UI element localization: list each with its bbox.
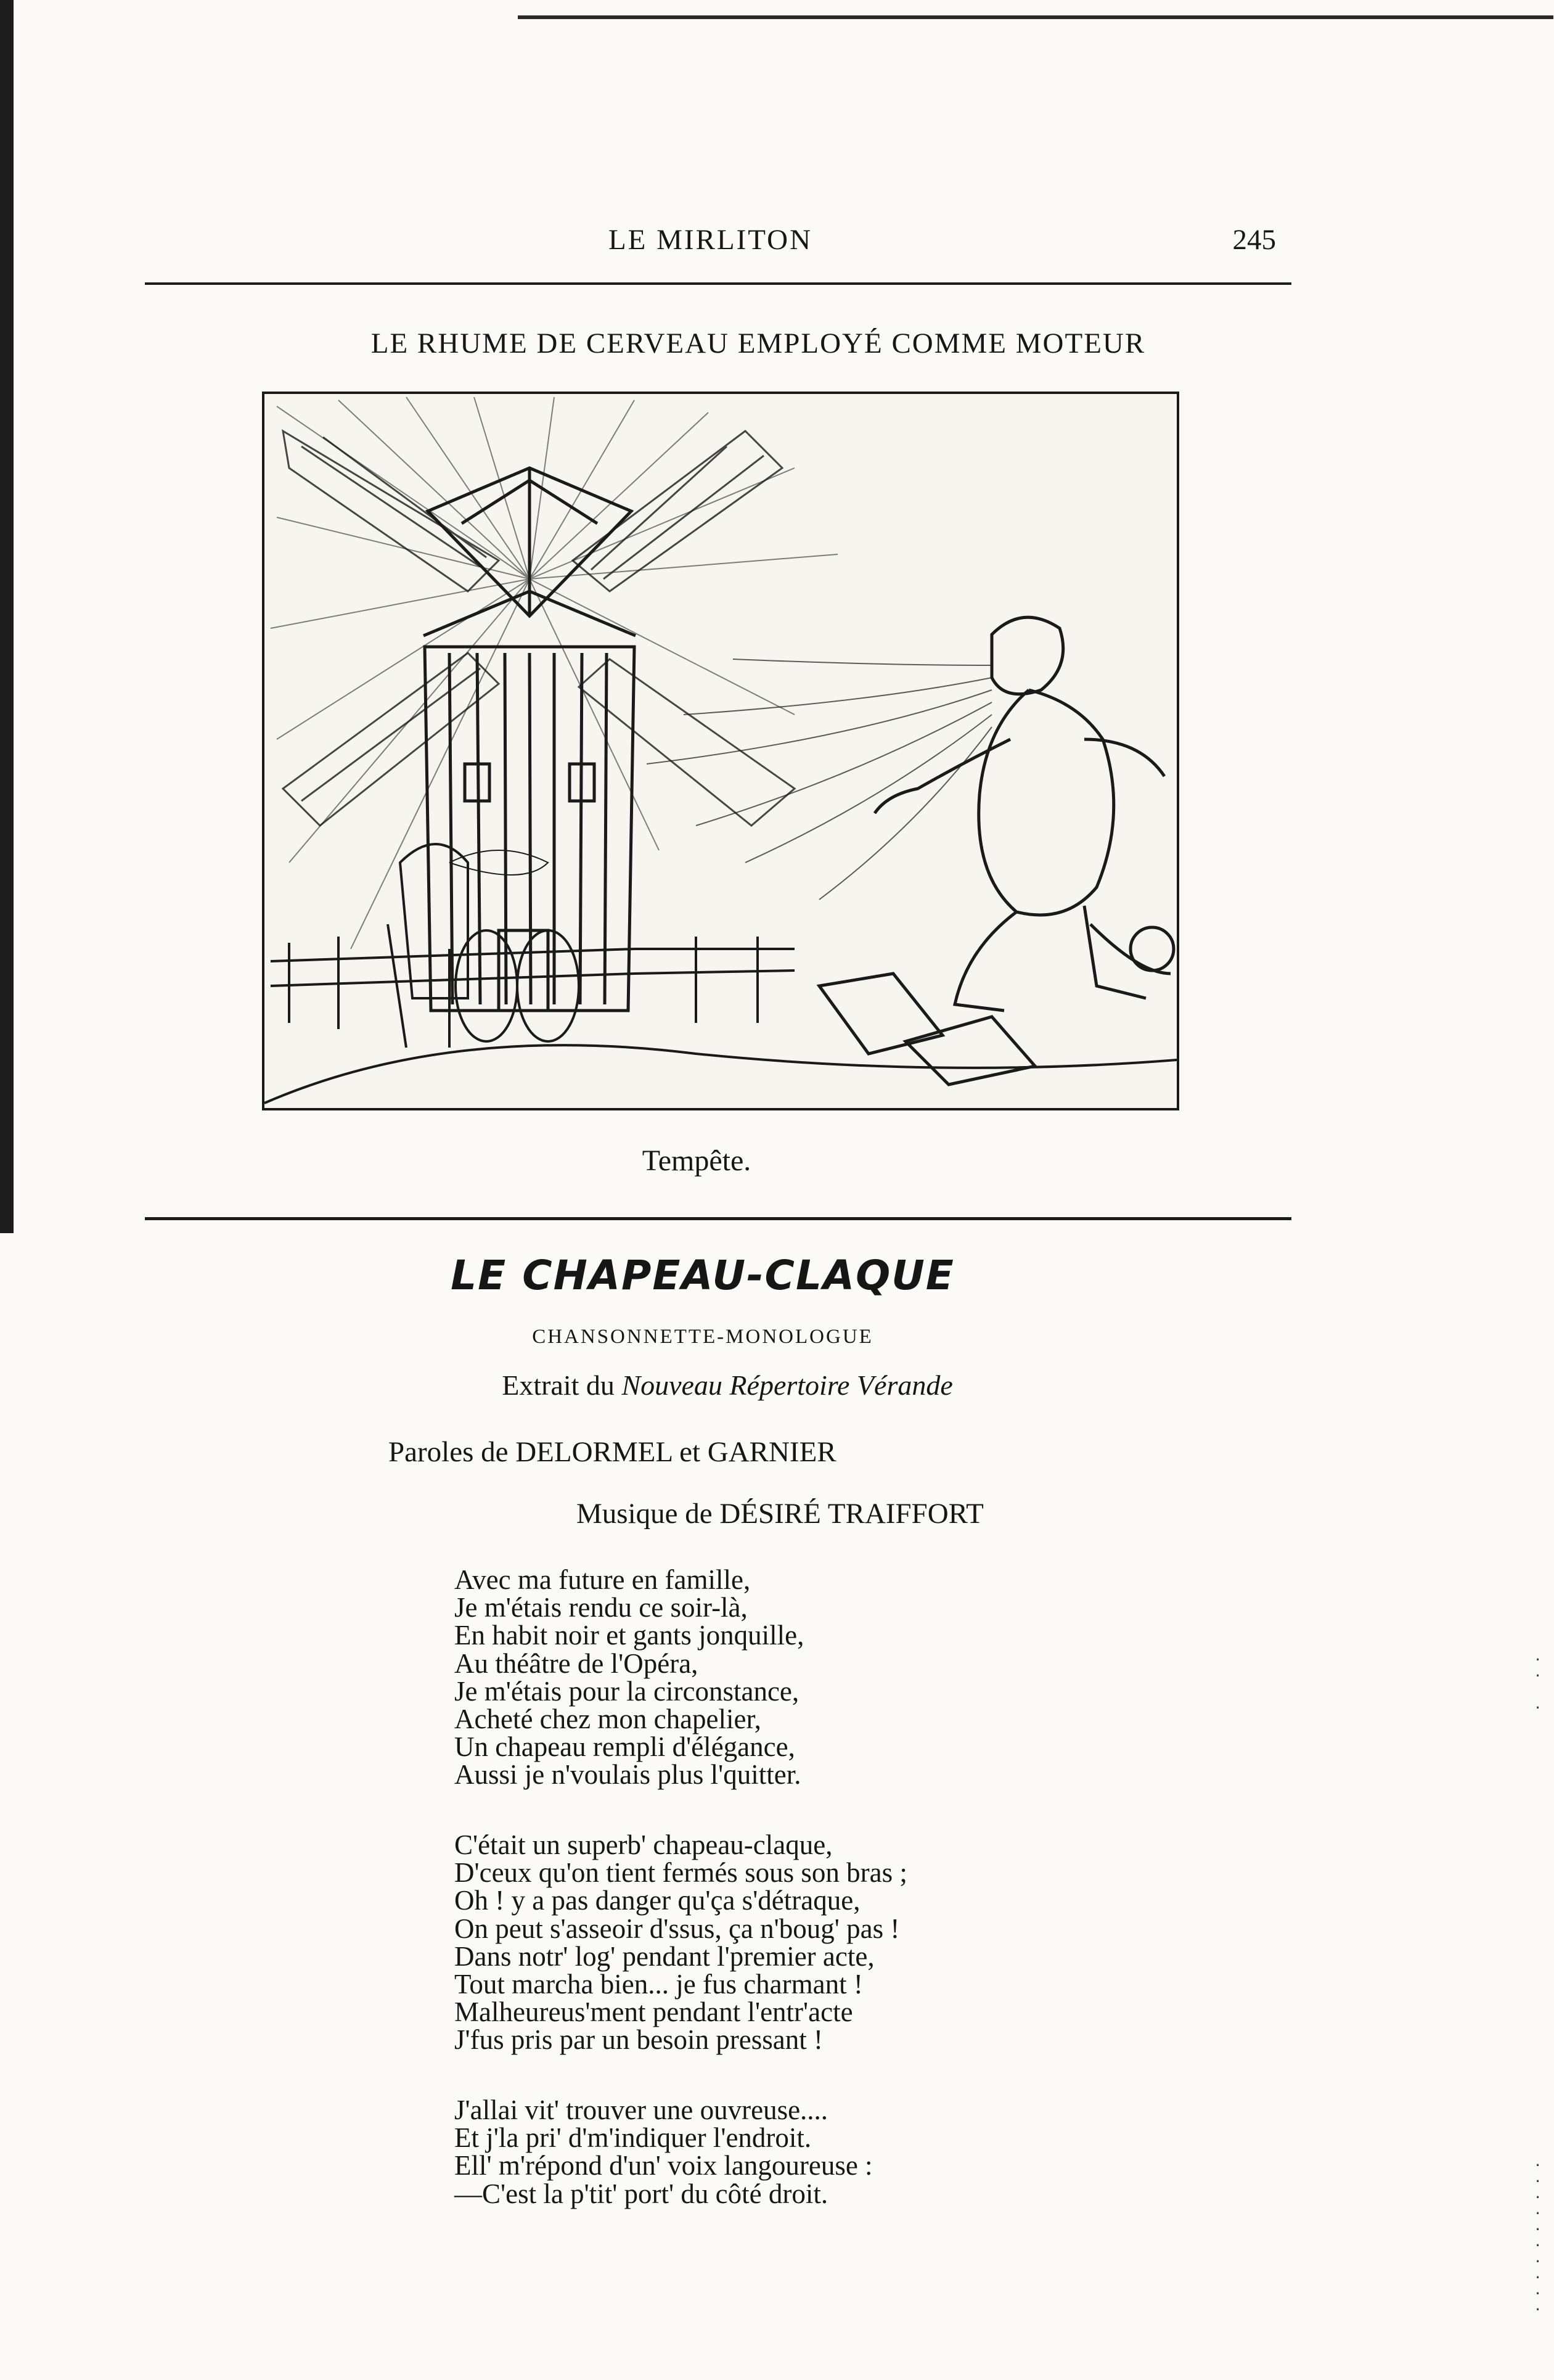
cartoon-title: LE RHUME DE CERVEAU EMPLOYÉ COMME MOTEUR — [370, 327, 1146, 359]
page-header — [145, 223, 1276, 273]
song-title: LE CHAPEAU-CLAQUE — [451, 1252, 955, 1299]
stanza — [454, 2096, 1071, 2208]
section-rule — [145, 1217, 1291, 1220]
page-number: 245 — [1232, 224, 1276, 256]
source-prefix: Extrait du — [502, 1369, 615, 1401]
verse-line: Oh ! y a pas danger qu'ça s'détraque, — [454, 1885, 861, 1916]
page-binding-edge — [0, 0, 14, 1233]
verse-line: Malheureus'ment pendant l'entr'acte — [454, 1996, 853, 2028]
lyrics-credit: Paroles de DELORMEL et GARNIER — [388, 1436, 836, 1468]
running-head: LE MIRLITON — [608, 224, 813, 256]
stanza — [454, 1566, 1071, 1789]
verse-line: On peut s'asseoir d'ssus, ça n'boug' pas ! — [454, 1913, 900, 1944]
verse-line: J'allai vit' trouver une ouvreuse.... — [454, 2095, 828, 2125]
verse-line: Un chapeau rempli d'élégance, — [454, 1731, 795, 1763]
verse-line: C'était un superb' chapeau-claque, — [454, 1829, 833, 1860]
verse-line: Au théâtre de l'Opéra, — [454, 1648, 698, 1679]
header-rule — [145, 282, 1291, 285]
verse-line: J'fus pris par un besoin pressant ! — [454, 2024, 824, 2056]
verse-line: D'ceux qu'on tient fermés sous son bras ; — [454, 1857, 907, 1889]
source-line — [358, 1369, 1097, 1401]
verse-line: —C'est la p'tit' port' du côté droit. — [454, 2178, 828, 2209]
verse-line: Acheté chez mon chapelier, — [454, 1704, 761, 1735]
verse-line: Aussi je n'voulais plus l'quitter. — [454, 1759, 801, 1791]
verse-line: Ell' m'répond d'un' voix langoureuse : — [454, 2150, 873, 2181]
verse-line: Avec ma future en famille, — [454, 1564, 751, 1595]
music-credit: Musique de DÉSIRÉ TRAIFFORT — [576, 1498, 984, 1530]
source-title: Nouveau Répertoire Vérande — [621, 1369, 953, 1401]
margin-specks: · · · · · · · · · · — [1534, 2158, 1542, 2318]
windmill-illustration — [262, 392, 1179, 1110]
song-subtitle: CHANSONNETTE-MONOLOGUE — [532, 1326, 873, 1348]
verse-line: Tout marcha bien... je fus charmant ! — [454, 1969, 863, 2000]
verse-line: Je m'étais rendu ce soir-là, — [454, 1592, 748, 1623]
top-border-rule — [518, 15, 1553, 19]
verse-line: Dans notr' log' pendant l'premier acte, — [454, 1940, 875, 1972]
verse-line: En habit noir et gants jonquille, — [454, 1620, 804, 1651]
stanza — [454, 1831, 1071, 2054]
verse-line: Je m'étais pour la circonstance, — [454, 1675, 799, 1707]
margin-specks: · · · — [1534, 1652, 1542, 1716]
illustration-caption: Tempête. — [642, 1144, 751, 1177]
verse-line: Et j'la pri' d'm'indiquer l'endroit. — [454, 2122, 812, 2154]
